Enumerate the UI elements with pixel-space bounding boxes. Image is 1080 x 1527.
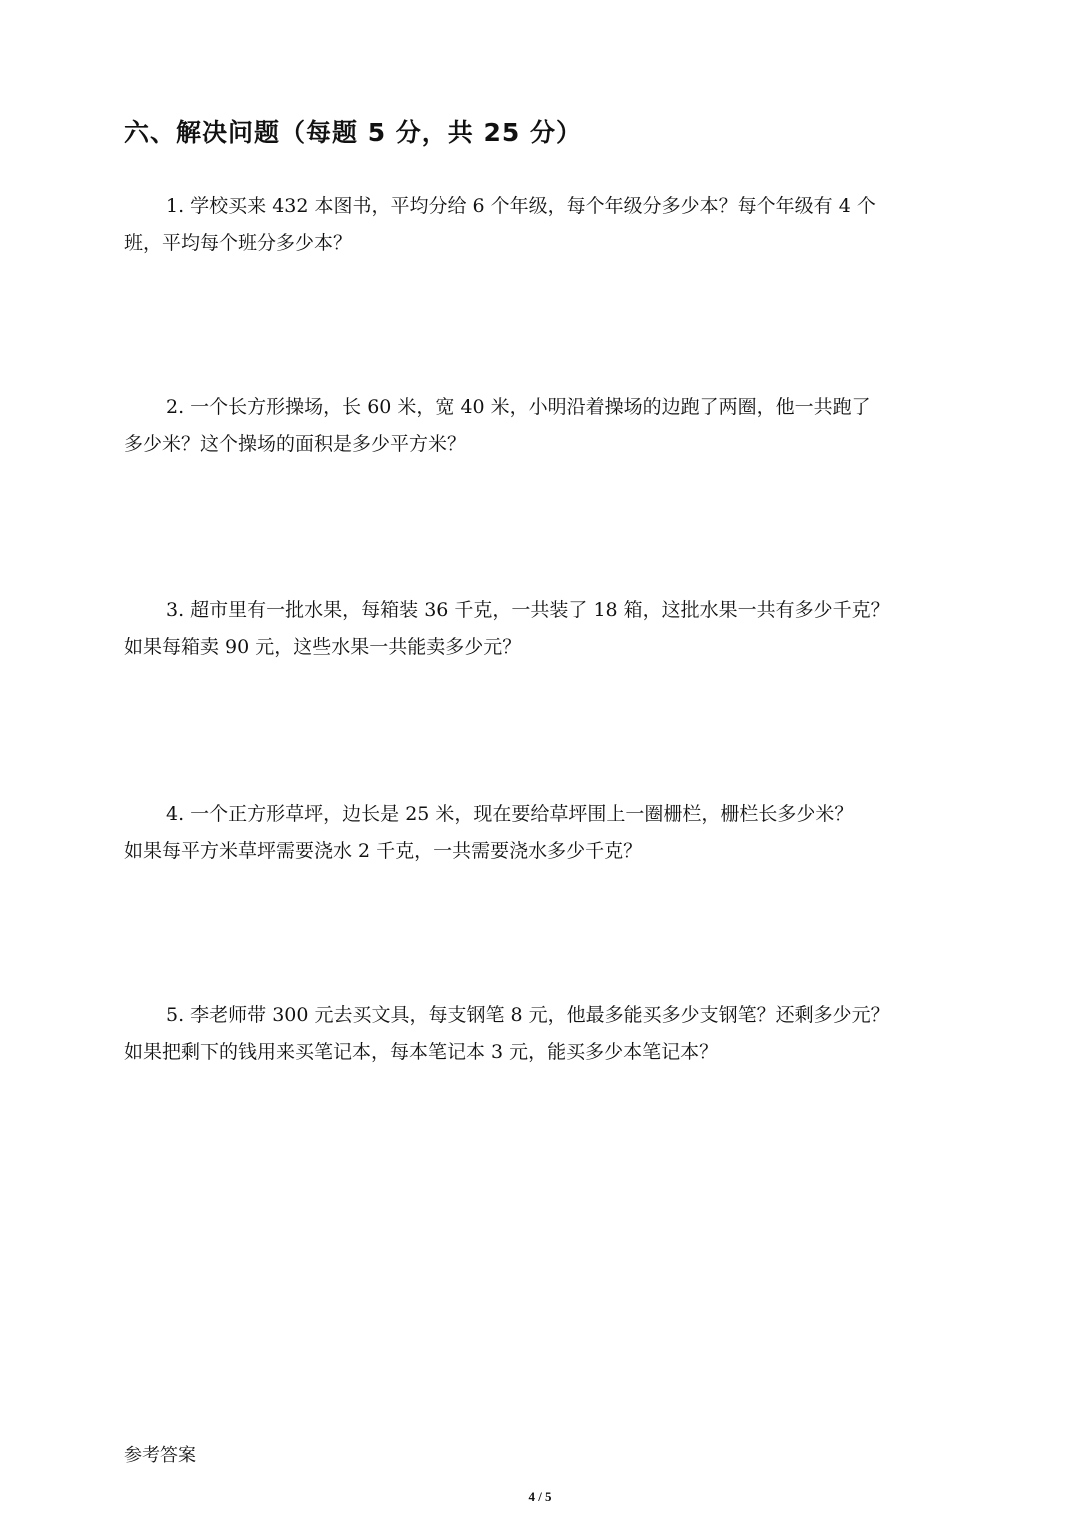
question-3-line-2: 如果每箱卖 90 元，这些水果一共能卖多少元？ (124, 636, 522, 658)
question-1-line-1: 1. 学校买来 432 本图书，平均分给 6 个年级，每个年级分多少本？每个年级有 4 个 (166, 195, 876, 217)
question-5 (124, 997, 960, 1071)
question-1 (124, 188, 960, 262)
question-3-line-1: 3. 超市里有一批水果，每箱装 36 千克，一共装了 18 箱，这批水果一共有多少千克？ (166, 599, 890, 621)
question-2-line-2: 多少米？这个操场的面积是多少平方米？ (124, 433, 467, 455)
section-title: 六、解决问题（每题 5 分，共 25 分） (124, 118, 583, 147)
question-2 (124, 389, 960, 463)
question-1-line-2: 班，平均每个班分多少本？ (124, 232, 353, 254)
page-number: 4 / 5 (528, 1489, 552, 1504)
answer-key-title: 参考答案 (124, 1445, 196, 1466)
question-4-line-1: 4. 一个正方形草坪，边长是 25 米，现在要给草坪围上一圈栅栏，栅栏长多少米？ (166, 803, 854, 825)
question-5-line-2: 如果把剩下的钱用来买笔记本，每本笔记本 3 元，能买多少本笔记本？ (124, 1041, 719, 1063)
question-2-line-1: 2. 一个长方形操场，长 60 米，宽 40 米，小明沿着操场的边跑了两圈，他一共跑了 (166, 396, 871, 418)
question-4 (124, 796, 960, 870)
question-4-line-2: 如果每平方米草坪需要浇水 2 千克，一共需要浇水多少千克？ (124, 840, 643, 862)
question-5-line-1: 5. 李老师带 300 元去买文具，每支钢笔 8 元，他最多能买多少支钢笔？还剩多少元？ (166, 1004, 890, 1026)
question-3 (124, 592, 960, 666)
